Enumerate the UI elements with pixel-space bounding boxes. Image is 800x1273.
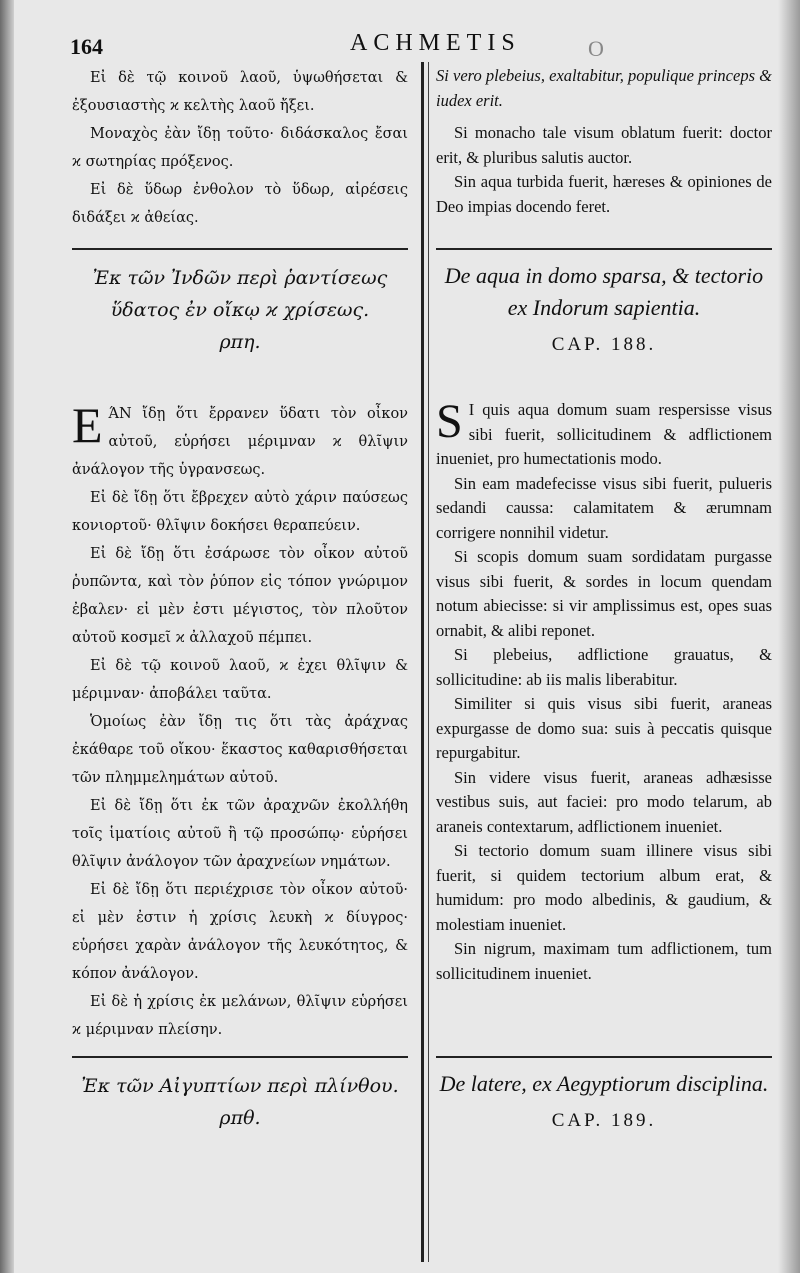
greek-section-title-1: Ἐκ τῶν Ἰνδῶν περὶ ῥαντίσεως ὕδατος ἐν οἴκῳ ϰ χρίσεως. bbox=[92, 267, 388, 321]
latin-para-8: Sin nigrum, maximam tum adflictionem, tum sollicitudinem inueniet. bbox=[436, 939, 772, 983]
greek-heading-2 bbox=[72, 1070, 408, 1134]
greek-para-3: Εἰ δὲ ἴδῃ ὅτι ἐσάρωσε τὸν οἶκον αὐτοῦ ῥυπῶντα, καὶ τὸν ῥύπον εἰς τόπον γνώριμον ἐβαλεν· εἰ μὲν ἐστι μέγιστος, τὸν πλοῦτον αὐτοῦ κοσμεῖ ϰ ἀλλαχοῦ πέμπει. bbox=[72, 546, 408, 646]
greek-section-number-1: ρπη. bbox=[219, 331, 261, 353]
latin-para-7: Si tectorio domum suam illinere visus sibi fuerit, si quidem tectorium album erat, & humidum: pro modo albedinis, & gaudium, & molestiam inueniet. bbox=[436, 841, 772, 934]
drop-cap: Ε bbox=[72, 397, 103, 453]
latin-column bbox=[436, 62, 772, 1262]
greek-heading-1 bbox=[72, 262, 408, 358]
greek-para-1 bbox=[72, 397, 408, 484]
latin-para-1 bbox=[436, 395, 772, 472]
running-title: ACHMETIS bbox=[350, 30, 521, 56]
bleed-through-letters: O bbox=[588, 36, 608, 61]
section-rule bbox=[72, 1056, 408, 1058]
latin-chapter-2: CAP. 189. bbox=[551, 1110, 657, 1131]
latin-intro-para-2: Sin aqua turbida fuerit, hæreses & opiniones de Deo impias docendo feret. bbox=[436, 172, 772, 216]
greek-section-number-2: ρπθ. bbox=[219, 1107, 261, 1129]
drop-cap: S bbox=[436, 395, 463, 448]
latin-para-5: Similiter si quis visus sibi fuerit, araneas expurgasse de domo sua: suis à peccatis quisque repurgabitur. bbox=[436, 694, 772, 762]
page-number: 164 bbox=[70, 34, 103, 59]
latin-heading-1 bbox=[436, 260, 772, 356]
greek-para-1-text: ΆΝ ἴδῃ ὅτι ἔρρανεν ὕδατι τὸν οἶκον αὐτοῦ, εὑρήσει μέριμναν ϰ θλῖψιν ἀνάλογον τῆς ὑγρανσεως. bbox=[72, 406, 408, 478]
column-rule bbox=[421, 62, 424, 1262]
scan-edge bbox=[0, 0, 14, 1273]
greek-para-6: Εἰ δὲ ἴδῃ ὅτι ἐκ τῶν ἀραχνῶν ἐκολλήθη τοῖς ἱματίοις αὐτοῦ ἢ τῷ προσώπῳ· εὑρήσει θλῖψιν ἀνάλογον τῶν ἀραχνείων νημάτων. bbox=[72, 798, 408, 870]
gutter-shadow bbox=[778, 0, 800, 1273]
greek-body-1 bbox=[72, 397, 408, 1044]
latin-para-2: Sin eam madefecisse visus sibi fuerit, pulueris sedandi caussa: calamitatem & ærumnam corrigere nonnihil videtur. bbox=[436, 473, 772, 542]
latin-intro-para-1: Si monacho tale visum oblatum fuerit: doctor erit, & pluribus salutis auctor. bbox=[436, 123, 772, 167]
latin-para-4: Si plebeius, adflictione grauatus, & sollicitudine: ab iis malis liberabitur. bbox=[436, 645, 772, 689]
greek-section-title-2: Ἐκ τῶν Αἰγυπτίων περὶ πλίνθου. bbox=[81, 1075, 399, 1097]
latin-section-title-1: De aqua in domo sparsa, & tectorio ex Indorum sapientia. bbox=[444, 263, 764, 320]
section-rule bbox=[72, 248, 408, 250]
latin-para-3: Si scopis domum suam sordidatam purgasse visus sibi fuerit, & sordes in locum quendam notum abiecisse: si vir amplissimus est, opes suas ornabit, & alibi reponet. bbox=[436, 547, 772, 640]
running-head bbox=[70, 30, 770, 62]
greek-intro-para-3: Εἰ δὲ ὕδωρ ἐνθολον τὸ ὕδωρ, αἱρέσεις διδάξει ϰ ἀθείας. bbox=[72, 182, 408, 226]
greek-column bbox=[72, 62, 408, 1262]
section-rule bbox=[436, 248, 772, 250]
latin-heading-2 bbox=[436, 1068, 772, 1132]
latin-intro-italic: Si vero plebeius, exaltabitur, populique princeps & iudex erit. bbox=[436, 66, 772, 110]
greek-intro bbox=[72, 64, 408, 232]
column-rule-inner bbox=[428, 62, 429, 1262]
section-rule bbox=[436, 1056, 772, 1058]
latin-intro bbox=[436, 64, 772, 219]
greek-para-5: Ὁμοίως ἐὰν ἴδῃ τις ὅτι τὰς ἀράχνας ἐκάθαρε τοῦ οἴκου· ἕκαστος καθαρισθήσεται τῶν πλημμελημάτων αὐτοῦ. bbox=[72, 714, 408, 786]
greek-para-7: Εἰ δὲ ἴδῃ ὅτι περιέχρισε τὸν οἶκον αὐτοῦ· εἰ μὲν ἐστιν ἡ χρίσις λευκὴ ϰ δίυγρος· εὑρήσει χαρὰν ἀνάλογον τῆς λευκότητος, & κόπον ἀνάλογον. bbox=[72, 882, 408, 982]
greek-para-8: Εἰ δὲ ἡ χρίσις ἐκ μελάνων, θλῖψιν εὑρήσει ϰ μέριμναν πλείσην. bbox=[72, 994, 408, 1038]
latin-para-6: Sin videre visus fuerit, araneas adhæsisse vestibus suis, aut faciei: pro modo telarum, ab araneis contextarum, adflictionem inueniet. bbox=[436, 767, 772, 836]
greek-intro-para-1: Εἰ δὲ τῷ κοινοῦ λαοῦ, ὑψωθήσεται & ἐξουσιαστὴς ϰ κελτὴς λαοῦ ἤξει. bbox=[72, 70, 408, 114]
latin-body-1 bbox=[436, 395, 772, 986]
latin-section-title-2: De latere, ex Aegyptiorum disciplina. bbox=[439, 1071, 769, 1096]
latin-para-1-text: I quis aqua domum suam respersisse visus sibi fuerit, sollicitudinem & adflictionem inueniet, pro humectationis modo. bbox=[436, 400, 772, 468]
greek-intro-para-2: Μοναχὸς ἐὰν ἴδῃ τοῦτο· διδάσκαλος ἔσαι ϰ σωτηρίας πρόξενος. bbox=[72, 126, 408, 170]
greek-para-2: Εἰ δὲ ἴδῃ ὅτι ἔβρεχεν αὐτὸ χάριν παύσεως κονιορτοῦ· θλῖψιν δοκήσει θεραπεύειν. bbox=[72, 490, 408, 534]
greek-para-4: Εἰ δὲ τῷ κοινοῦ λαοῦ, ϰ ἐχει θλῖψιν & μέριμναν· ἀποβάλει ταῦτα. bbox=[72, 658, 408, 702]
latin-chapter-1: CAP. 188. bbox=[551, 334, 657, 355]
